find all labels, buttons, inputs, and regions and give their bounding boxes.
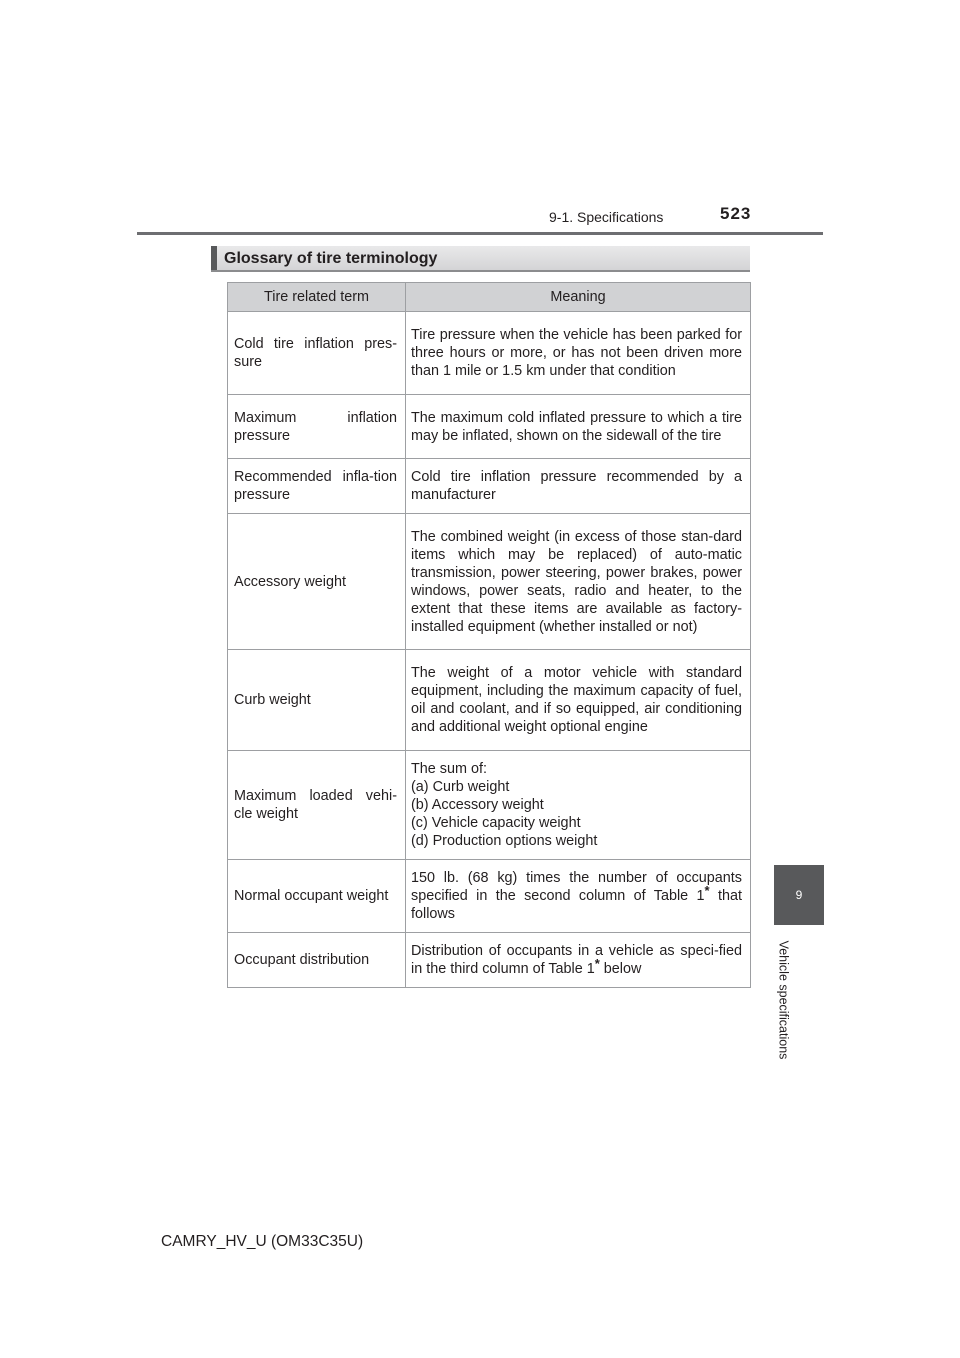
meaning-cell: Tire pressure when the vehicle has been parked for three hours or more, or has not been driven more than 1 mile or 1.5 km under that condition: [406, 312, 751, 395]
page-number: 523: [720, 204, 752, 223]
meaning-text-end: below: [599, 961, 642, 977]
term-cell: Maximum loaded vehi-cle weight: [228, 751, 406, 860]
meaning-cell: Cold tire inflation pressure recommended by a manufacturer: [406, 459, 751, 514]
header-divider: [137, 232, 823, 235]
table-header-row: [228, 283, 751, 312]
meaning-cell: The maximum cold inflated pressure to which a tire may be inflated, shown on the sidewall of the tire: [406, 395, 751, 459]
meaning-cell: The weight of a motor vehicle with standard equipment, including the maximum capacity of fuel, oil and coolant, and if so equipped, air conditioning and additional weight optional engine: [406, 650, 751, 751]
meaning-line: (c) Vehicle capacity weight: [411, 815, 581, 831]
section-heading: [211, 246, 750, 272]
table-row: [228, 933, 751, 988]
meaning-text: 150 lb. (68 kg) times the number of occupants specified in the second column of Table 1: [411, 870, 742, 904]
table-row: [228, 860, 751, 933]
footnote-asterisk: *: [704, 883, 710, 898]
table-row: [228, 751, 751, 860]
meaning-line: (d) Production options weight: [411, 833, 598, 849]
meaning-cell: [406, 860, 751, 933]
term-cell: Accessory weight: [228, 514, 406, 650]
term-cell: Normal occupant weight: [228, 860, 406, 933]
tire-terminology-table: [227, 282, 751, 988]
meaning-line: The sum of:: [411, 761, 487, 777]
table-row: [228, 459, 751, 514]
term-cell: Curb weight: [228, 650, 406, 751]
meaning-line: (a) Curb weight: [411, 779, 510, 795]
term-cell: Recommended infla-tion pressure: [228, 459, 406, 514]
table-row: [228, 514, 751, 650]
meaning-cell: The combined weight (in excess of those stan-dard items which may be replaced) of auto-matic transmission, power steering, power brakes, power windows, power seats, radio and heater, to the extent that these items are available as factory-installed equipment (whether installed or not): [406, 514, 751, 650]
table-row: [228, 395, 751, 459]
section-heading-bar: [211, 246, 217, 270]
meaning-text-end: that follows: [411, 888, 742, 922]
term-cell: Occupant distribution: [228, 933, 406, 988]
chapter-tab-number: 9: [774, 865, 824, 925]
meaning-cell: [406, 933, 751, 988]
meaning-text: Distribution of occupants in a vehicle as speci-fied in the third column of Table 1: [411, 943, 742, 977]
meaning-line: (b) Accessory weight: [411, 797, 544, 813]
term-cell: Maximum inflation pressure: [228, 395, 406, 459]
chapter-tab-label-text: Vehicle specifications: [776, 940, 791, 1060]
term-cell: Cold tire inflation pres-sure: [228, 312, 406, 395]
document-footer: CAMRY_HV_U (OM33C35U): [161, 1233, 364, 1250]
column-header-term: Tire related term: [228, 283, 406, 312]
header-section-title: 9-1. Specifications: [549, 209, 664, 225]
column-header-meaning: Meaning: [406, 283, 751, 312]
section-heading-title: Glossary of tire terminology: [224, 250, 438, 267]
meaning-cell: [406, 751, 751, 860]
table-row: [228, 650, 751, 751]
chapter-tab-label: [769, 925, 797, 1075]
footnote-asterisk: *: [594, 956, 600, 971]
table-row: [228, 312, 751, 395]
